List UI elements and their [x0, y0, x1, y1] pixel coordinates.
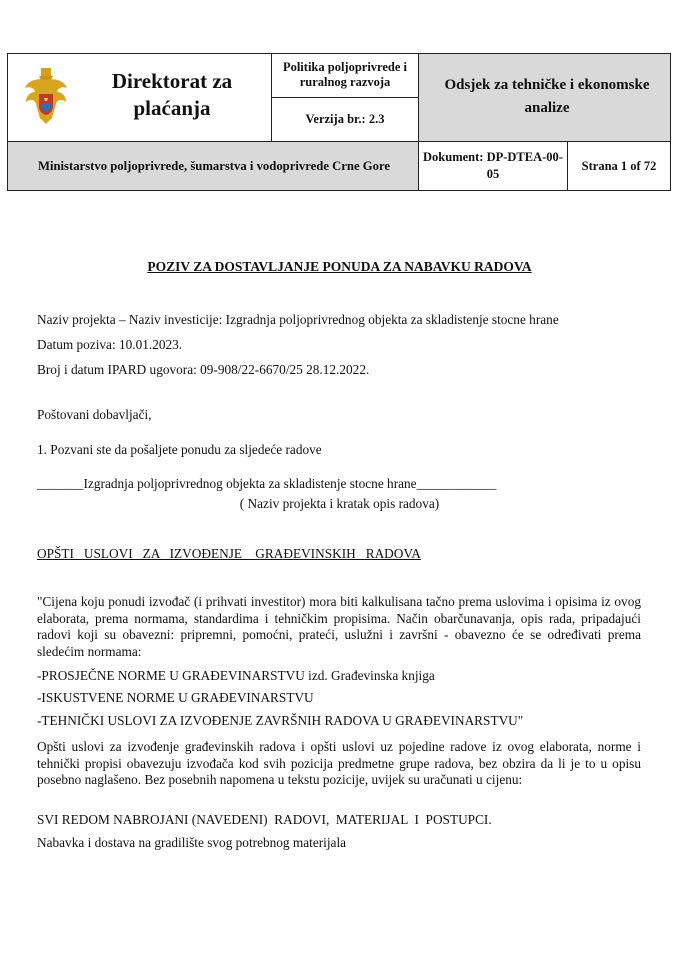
page-number: Strana 1 of 72 [581, 158, 657, 173]
general-conditions-paragraph: Opšti uslovi za izvođenje građevinskih radova i opšti uslovi uz pojedine radove iz ovog elaborata, norme i tehnički propisi obavezuju izvođača kod svih pozicija predmetne grupe radova, bez obzira da li je to u opisu posebno naglašeno. Bez posebnih napomena u tekstu pozicije, uvijek su uračunati u cijenu: [37, 739, 641, 787]
caps-line: SVI REDOM NABROJANI (NAVEDENI) RADOVI, MATERIJAL I POSTUPCI. [37, 812, 492, 827]
section-heading: OPŠTI USLOVI ZA IZVOĐENJE GRAĐEVINSKIH RADOVA [37, 546, 421, 561]
policy-name: Politika poljoprivrede i ruralnog razvoja [282, 60, 408, 89]
version-number: Verzija br.: 2.3 [305, 111, 385, 126]
last-line: Nabavka i dostava na gradilište svog potrebnog materijala [37, 835, 347, 850]
document-title: POZIV ZA DOSTAVLJANJE PONUDA ZA NABAVKU RADOVA [147, 259, 532, 274]
greeting: Poštovani dobavljači, [37, 407, 152, 422]
item-1: 1. Pozvani ste da pošaljete ponudu za sljedeće radove [37, 442, 322, 457]
ipard-contract: Broj i datum IPARD ugovora: 09-908/22-6670/25 28.12.2022. [37, 362, 370, 377]
header-table [7, 53, 671, 191]
project-name: Naziv projekta – Naziv investicije: Izgradnja poljoprivrednog objekta za skladistenje stocne hrane [37, 312, 559, 327]
document-code: Dokument: DP-DTEA-00-05 [423, 150, 563, 181]
montenegro-coat-of-arms-icon [22, 66, 70, 126]
norm-item: -TEHNIČKI USLOVI ZA IZVOĐENJE ZAVRŠNIH RADOVA U GRAĐEVINARSTVU" [37, 713, 524, 728]
norm-item: -PROSJEČNE NORME U GRAĐEVINARSTVU izd. Građevinska knjiga [37, 668, 435, 683]
org-title: Direktorat za plaćanja [111, 69, 233, 120]
conditions-paragraph: "Cijena koju ponudi izvođač (i prihvati investitor) mora biti kalkulisana tačno prema uslovima i opisima iz ovog elaborata, prema normama, standardima i tehničkim propisima. Način obarčunavanja, opis rada, pripadajući radovi koji su obavezni: pripremni, pomoćni, prateći, uslužni i završni - obavezno će se određivati prema sledećim normama: [37, 594, 641, 659]
works-caption: ( Naziv projekta i kratak opis radova) [239, 496, 440, 511]
norm-item: -ISKUSTVENE NORME U GRAĐEVINARSTVU [37, 690, 314, 705]
invite-date: Datum poziva: 10.01.2023. [37, 337, 183, 352]
department-name: Odsjek za tehničke i ekonomske analize [444, 77, 650, 116]
works-line: _______Izgradnja poljoprivrednog objekta za skladistenje stocne hrane____________ [37, 476, 497, 491]
ministry-name: Ministarstvo poljoprivrede, šumarstva i vodoprivrede Crne Gore [37, 158, 391, 173]
